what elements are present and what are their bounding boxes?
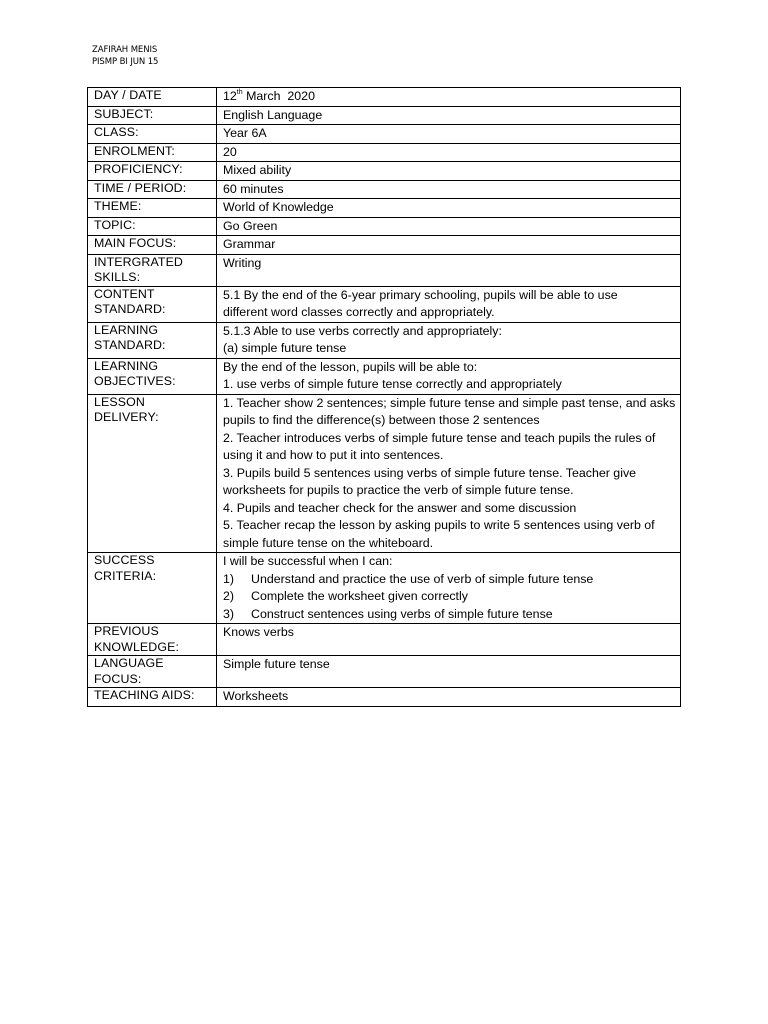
list-item: [223, 571, 676, 589]
row-value-line: Simple future tense: [223, 657, 330, 671]
row-value-line: Writing: [223, 255, 262, 270]
table-row: [88, 199, 681, 218]
row-value-line: 1. use verbs of simple future tense correctly and appropriately: [223, 377, 562, 391]
row-value: [217, 688, 681, 707]
row-value: [217, 322, 681, 358]
list-item-text: Understand and practice the use of verb of simple future tense: [251, 571, 594, 586]
row-value-line: By the end of the lesson, pupils will be able to:: [223, 359, 478, 374]
row-label-line: LEARNING: [94, 322, 159, 337]
row-value: [217, 553, 681, 624]
row-label-line: FOCUS:: [94, 671, 142, 686]
table-row: [88, 322, 681, 358]
table-row: [88, 106, 681, 125]
table-row: [88, 688, 681, 707]
row-label-line: DAY / DATE: [94, 88, 162, 102]
row-label-line: LESSON: [94, 394, 145, 409]
row-value: [217, 236, 681, 255]
author-name: ZAFIRAH MENIS: [92, 45, 158, 55]
row-value-line: 5.1 By the end of the 6-year primary schooling, pupils will be able to use: [223, 287, 618, 302]
row-value-line: English Language: [223, 107, 323, 122]
list-item: [223, 588, 676, 606]
row-label-line: DELIVERY:: [94, 410, 159, 424]
date-month-year: March 2020: [242, 89, 315, 103]
row-label-line: TEACHING AIDS:: [94, 688, 195, 702]
row-value-line: 5.1.3 Able to use verbs correctly and appropriately:: [223, 323, 502, 338]
row-label: [88, 199, 217, 218]
row-value: [217, 624, 681, 656]
row-value: [217, 180, 681, 199]
table-row: [88, 656, 681, 688]
row-value: [217, 217, 681, 236]
table-row: [88, 143, 681, 162]
document-header: [92, 44, 158, 68]
row-label-line: TOPIC:: [94, 217, 136, 232]
row-value-line: 60 minutes: [223, 181, 284, 196]
list-item-text: Construct sentences using verbs of simple future tense: [251, 606, 553, 621]
row-value: [217, 394, 681, 553]
row-label-line: SKILLS:: [94, 270, 141, 284]
row-value: [217, 88, 681, 107]
date-day: 12: [223, 89, 237, 103]
row-label: [88, 143, 217, 162]
table-row: [88, 624, 681, 656]
author-course: PISMP BI JUN 15: [92, 57, 159, 67]
row-value: [217, 286, 681, 322]
row-value: [217, 143, 681, 162]
row-value: [217, 162, 681, 181]
row-label-line: SUBJECT:: [94, 106, 154, 121]
table-row: [88, 286, 681, 322]
table-row: [88, 553, 681, 624]
list-item: [223, 606, 676, 624]
list-item-number: 3): [223, 606, 235, 621]
table-row: [88, 236, 681, 255]
table-row: [88, 162, 681, 181]
row-value-line: Grammar: [223, 237, 276, 251]
row-value-line: 1. Teacher show 2 sentences; simple future tense and simple past tense, and asks pupils to find the difference(s) between those 2 sentences: [223, 395, 676, 427]
row-label-line: THEME:: [94, 199, 142, 213]
row-label-line: LANGUAGE: [94, 656, 164, 670]
row-value-line: 3. Pupils build 5 sentences using verbs of simple future tense. Teacher give worksheets for pupils to practice the verb of simple future tense.: [223, 465, 637, 497]
row-label-line: CRITERIA:: [94, 568, 157, 583]
row-value-line: Year 6A: [223, 126, 267, 140]
row-value-line: World of Knowledge: [223, 200, 334, 214]
row-value-line: Knows verbs: [223, 625, 294, 639]
row-value-line: Go Green: [223, 218, 278, 233]
row-value: [217, 106, 681, 125]
row-label: [88, 624, 217, 656]
row-value-line: Mixed ability: [223, 163, 292, 177]
date-ordinal-suffix: th: [236, 88, 243, 96]
table-row: [88, 254, 681, 286]
lesson-plan-table: [87, 87, 681, 707]
table-row: [88, 358, 681, 394]
row-value-line: 2. Teacher introduces verbs of simple future tense and teach pupils the rules of using it and how to put it into sentences.: [223, 430, 656, 462]
row-value-line: 4. Pupils and teacher check for the answer and some discussion: [223, 500, 577, 515]
criteria-list: [223, 571, 676, 624]
row-value-line: (a) simple future tense: [223, 341, 347, 355]
row-value: [217, 254, 681, 286]
row-label-line: CONTENT: [94, 286, 155, 301]
table-row: [88, 180, 681, 199]
row-label-line: KNOWLEDGE:: [94, 639, 179, 654]
row-value-line: 5. Teacher recap the lesson by asking pupils to write 5 sentences using verb of simple future tense on the whiteboard.: [223, 518, 655, 550]
table-row: [88, 394, 681, 553]
table-row: [88, 88, 681, 107]
row-label: [88, 162, 217, 181]
row-value: [217, 199, 681, 218]
row-label: [88, 394, 217, 553]
criteria-intro: I will be successful when I can:: [223, 554, 393, 568]
row-label-line: PREVIOUS: [94, 624, 159, 638]
row-value: [217, 358, 681, 394]
row-label-line: CLASS:: [94, 125, 139, 139]
row-label: [88, 106, 217, 125]
list-item-text: Complete the worksheet given correctly: [251, 589, 468, 603]
row-label-line: PROFICIENCY:: [94, 162, 183, 176]
row-value-line: Worksheets: [223, 689, 289, 703]
row-label-line: MAIN FOCUS:: [94, 236, 177, 250]
row-label-line: STANDARD:: [94, 302, 166, 316]
row-label-line: INTERGRATED: [94, 254, 183, 269]
row-label: [88, 88, 217, 107]
row-label: [88, 180, 217, 199]
table-row: [88, 217, 681, 236]
row-label: [88, 553, 217, 624]
list-item-number: 1): [223, 571, 235, 586]
row-label: [88, 217, 217, 236]
row-label-line: OBJECTIVES:: [94, 374, 176, 388]
list-item-number: 2): [223, 589, 235, 603]
row-label-line: STANDARD:: [94, 338, 166, 352]
row-label: [88, 688, 217, 707]
row-label: [88, 656, 217, 688]
row-label: [88, 254, 217, 286]
row-label-line: SUCCESS: [94, 553, 155, 567]
row-label: [88, 286, 217, 322]
row-label: [88, 322, 217, 358]
row-value: [217, 656, 681, 688]
row-label: [88, 125, 217, 144]
row-value-line: different word classes correctly and appropriately.: [223, 305, 495, 319]
row-label: [88, 358, 217, 394]
row-label: [88, 236, 217, 255]
row-value: [217, 125, 681, 144]
row-label-line: ENROLMENT:: [94, 143, 175, 158]
row-label-line: TIME / PERIOD:: [94, 180, 187, 195]
row-value-line: 20: [223, 144, 237, 159]
row-label-line: LEARNING: [94, 358, 159, 373]
table-row: [88, 125, 681, 144]
